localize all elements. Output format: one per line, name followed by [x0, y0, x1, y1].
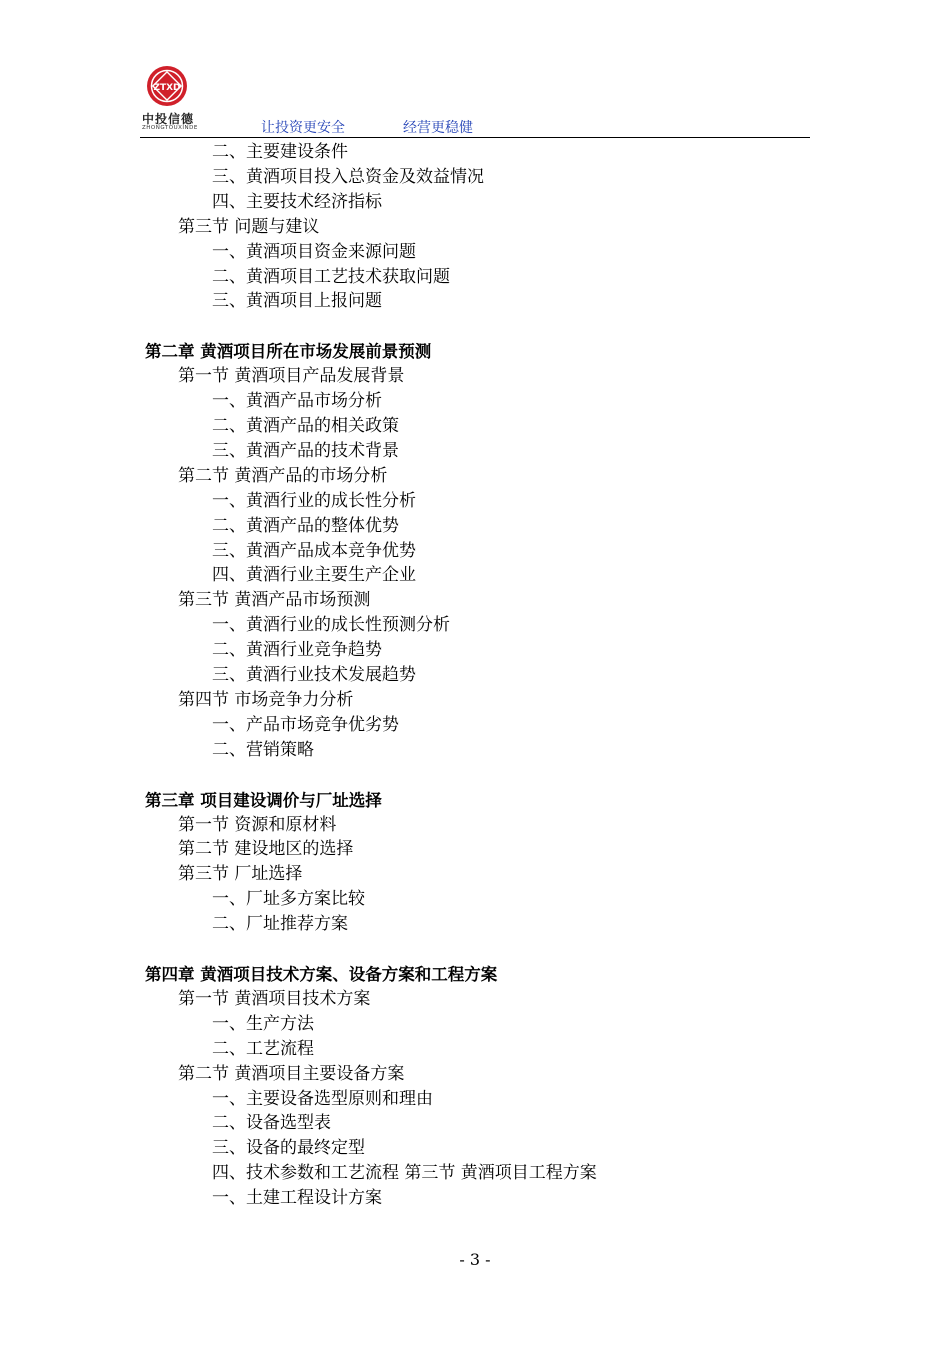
toc-item: 二、营销策略 — [212, 739, 314, 760]
toc-section: 第一节 资源和原材料 — [178, 814, 337, 835]
toc-item: 一、黄酒行业的成长性分析 — [212, 490, 416, 511]
toc-section: 第三节 黄酒产品市场预测 — [178, 590, 371, 611]
toc-item: 二、主要建设条件 — [212, 142, 348, 162]
toc-item: 三、黄酒产品成本竞争优势 — [212, 540, 416, 561]
toc-item: 二、设备选型表 — [212, 1113, 331, 1134]
toc-item: 一、黄酒产品市场分析 — [212, 391, 382, 412]
slogan-left: 让投资更安全 — [261, 120, 345, 136]
toc-chapter: 第三章 项目建设调价与厂址选择 — [145, 790, 382, 810]
toc-item: 三、黄酒行业技术发展趋势 — [212, 665, 416, 685]
toc-section: 第二节 黄酒项目主要设备方案 — [178, 1063, 405, 1084]
toc-item: 一、主要设备选型原则和理由 — [212, 1088, 433, 1109]
company-logo — [140, 64, 200, 134]
toc-item: 二、工艺流程 — [212, 1038, 314, 1059]
toc-item: 二、黄酒产品的相关政策 — [212, 416, 399, 436]
toc-item: 三、黄酒项目上报问题 — [212, 291, 382, 312]
page-header — [140, 62, 810, 140]
toc-item: 一、黄酒行业的成长性预测分析 — [212, 615, 450, 636]
toc-item: 一、厂址多方案比较 — [212, 889, 365, 910]
logo-sub-text: ZHONGTOUXINDE — [142, 125, 198, 131]
toc-item: 一、产品市场竞争优劣势 — [212, 714, 399, 735]
toc-item: 三、黄酒产品的技术背景 — [212, 440, 399, 461]
logo-brand-text: 中投信德 — [142, 112, 195, 126]
toc-section: 第一节 黄酒项目技术方案 — [178, 988, 371, 1009]
header-divider — [140, 137, 810, 138]
toc-chapter: 第二章 黄酒项目所在市场发展前景预测 — [145, 342, 432, 362]
logo-emblem-text: ZTXD — [153, 83, 181, 93]
toc-item: 三、设备的最终定型 — [212, 1138, 365, 1159]
toc-item: 四、技术参数和工艺流程 第三节 黄酒项目工程方案 — [212, 1163, 597, 1184]
toc-item: 一、土建工程设计方案 — [212, 1188, 382, 1209]
toc-section: 第四节 市场竞争力分析 — [178, 689, 354, 710]
toc-chapter: 第四章 黄酒项目技术方案、设备方案和工程方案 — [145, 965, 498, 984]
toc-section: 第三节 问题与建议 — [178, 216, 320, 237]
toc-section: 第二节 建设地区的选择 — [178, 839, 354, 860]
toc-item: 四、主要技术经济指标 — [212, 191, 382, 212]
toc-item: 二、黄酒项目工艺技术获取问题 — [212, 266, 450, 287]
toc-item: 二、黄酒行业竞争趋势 — [212, 640, 382, 661]
toc-item: 三、黄酒项目投入总资金及效益情况 — [212, 166, 484, 187]
toc-item: 二、黄酒产品的整体优势 — [212, 515, 399, 536]
logo-emblem-icon — [140, 64, 198, 110]
page-number: - 3 - — [459, 1250, 491, 1269]
toc-item: 二、厂址推荐方案 — [212, 914, 348, 935]
toc-item: 一、生产方法 — [212, 1013, 314, 1034]
toc-item: 四、黄酒行业主要生产企业 — [212, 565, 416, 586]
slogan-right: 经营更稳健 — [403, 120, 473, 136]
toc-section: 第三节 厂址选择 — [178, 864, 303, 885]
toc-section: 第二节 黄酒产品的市场分析 — [178, 465, 388, 486]
toc-section: 第一节 黄酒项目产品发展背景 — [178, 366, 405, 387]
toc-item: 一、黄酒项目资金来源问题 — [212, 241, 416, 262]
